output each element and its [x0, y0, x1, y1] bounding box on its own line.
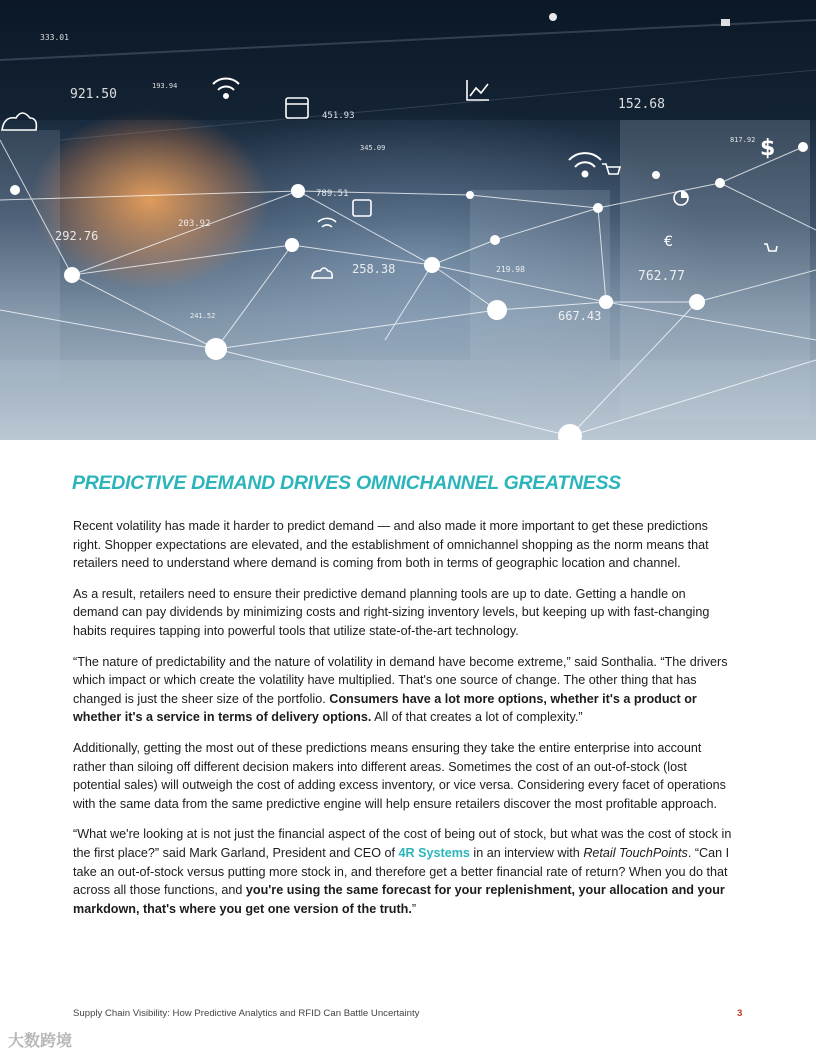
page-number: 3	[737, 1008, 743, 1019]
network-overlay	[0, 0, 816, 440]
paragraph: Additionally, getting the most out of these predictions means ensuring they take the entire enterprise into account rather than siloing off different decision makers into different areas. Sometimes the cost of an out-of-stock (lost potential sales) will outweigh the cost of adding excess inventory, or vice versa. Considering every facet of operations with the same data from the same predictive engine will help ensure retailers discover the most profitable approach.	[73, 740, 726, 811]
section-headline: PREDICTIVE DEMAND DRIVES OMNICHANNEL GREATNESS	[72, 472, 621, 494]
wifi-icon	[569, 153, 601, 176]
quote-text: . “Can I take an out-of-stock versus putting more stock in, and therefore get a better financial rate of return? When you do that across all those functions, and	[73, 845, 730, 898]
bold-quote: Consumers have a lot more options, whether it's a product or whether it's a service in terms of delivery options.	[73, 691, 697, 725]
hero-label: 219.98	[496, 265, 525, 274]
bold-quote: you're using the same forecast for your replenishment, your allocation and your markdown, that's where you get one version of the truth.	[73, 883, 725, 916]
quote-text: All of that creates a lot of complexity.”	[371, 710, 583, 725]
paragraph: Recent volatility has made it harder to predict demand — and also made it more important to get these predictions right. Shopper expectations are elevated, and the establishment of omnichannel shopping as the norm means that retailers need to understand where demand is coming from both in terms of geographic location and channel.	[73, 519, 709, 571]
hero-image	[0, 0, 816, 440]
hero-label: 193.94	[152, 82, 178, 90]
euro-icon: €	[664, 234, 673, 250]
quote-text: “The nature of predictability and the nature of volatility in demand have become extreme,” said Sonthalia. “The drivers which impact or which create the volatility have multiplied. That's one source of change. The other thing that has changed is just the sheer size of the portfolio.	[73, 654, 728, 706]
hero-label: 333.01	[40, 33, 69, 42]
hero-label: 921.50	[70, 87, 117, 102]
paragraph	[73, 825, 733, 918]
hero-label: 345.09	[360, 144, 386, 152]
dollar-icon: $	[760, 136, 776, 161]
watermark-logo: 大数跨境	[8, 1031, 73, 1050]
article-body	[73, 517, 733, 930]
quote-text: in an interview with	[469, 845, 584, 860]
footer-title: Supply Chain Visibility: How Predictive Analytics and RFID Can Battle Uncertainty	[73, 1008, 420, 1019]
wifi-icon	[318, 218, 336, 227]
hero-label: 789.51	[316, 189, 349, 199]
hero-label: 152.68	[618, 97, 665, 112]
quote-text: ”	[411, 901, 417, 916]
hero-label: 292.76	[55, 229, 99, 243]
hero-label: 258.38	[352, 262, 396, 276]
hero-label: 817.92	[730, 136, 756, 144]
hero-label: 667.43	[558, 309, 602, 323]
hero-label: 203.92	[178, 219, 211, 229]
quote-text: “What we're looking at is not just the financial aspect of the cost of being out of stock, but what was the cost of stock in the first place?” said Mark Garland, President and CEO of	[73, 827, 732, 860]
hero-label: 241.52	[190, 312, 216, 320]
company-link[interactable]: 4R Systems	[398, 845, 470, 860]
paragraph	[73, 653, 733, 727]
publication-name: Retail TouchPoints	[583, 845, 688, 860]
hero-label: 762.77	[638, 269, 685, 284]
paragraph: As a result, retailers need to ensure their predictive demand planning tools are up to date. Getting a handle on demand can pay dividends by minimizing costs and right-sizing inventory levels, but keeping up with fast-changing habits requires tapping into powerful tools that utilize state-of-the-art technology.	[73, 586, 710, 638]
hero-label: 451.93	[322, 111, 355, 121]
